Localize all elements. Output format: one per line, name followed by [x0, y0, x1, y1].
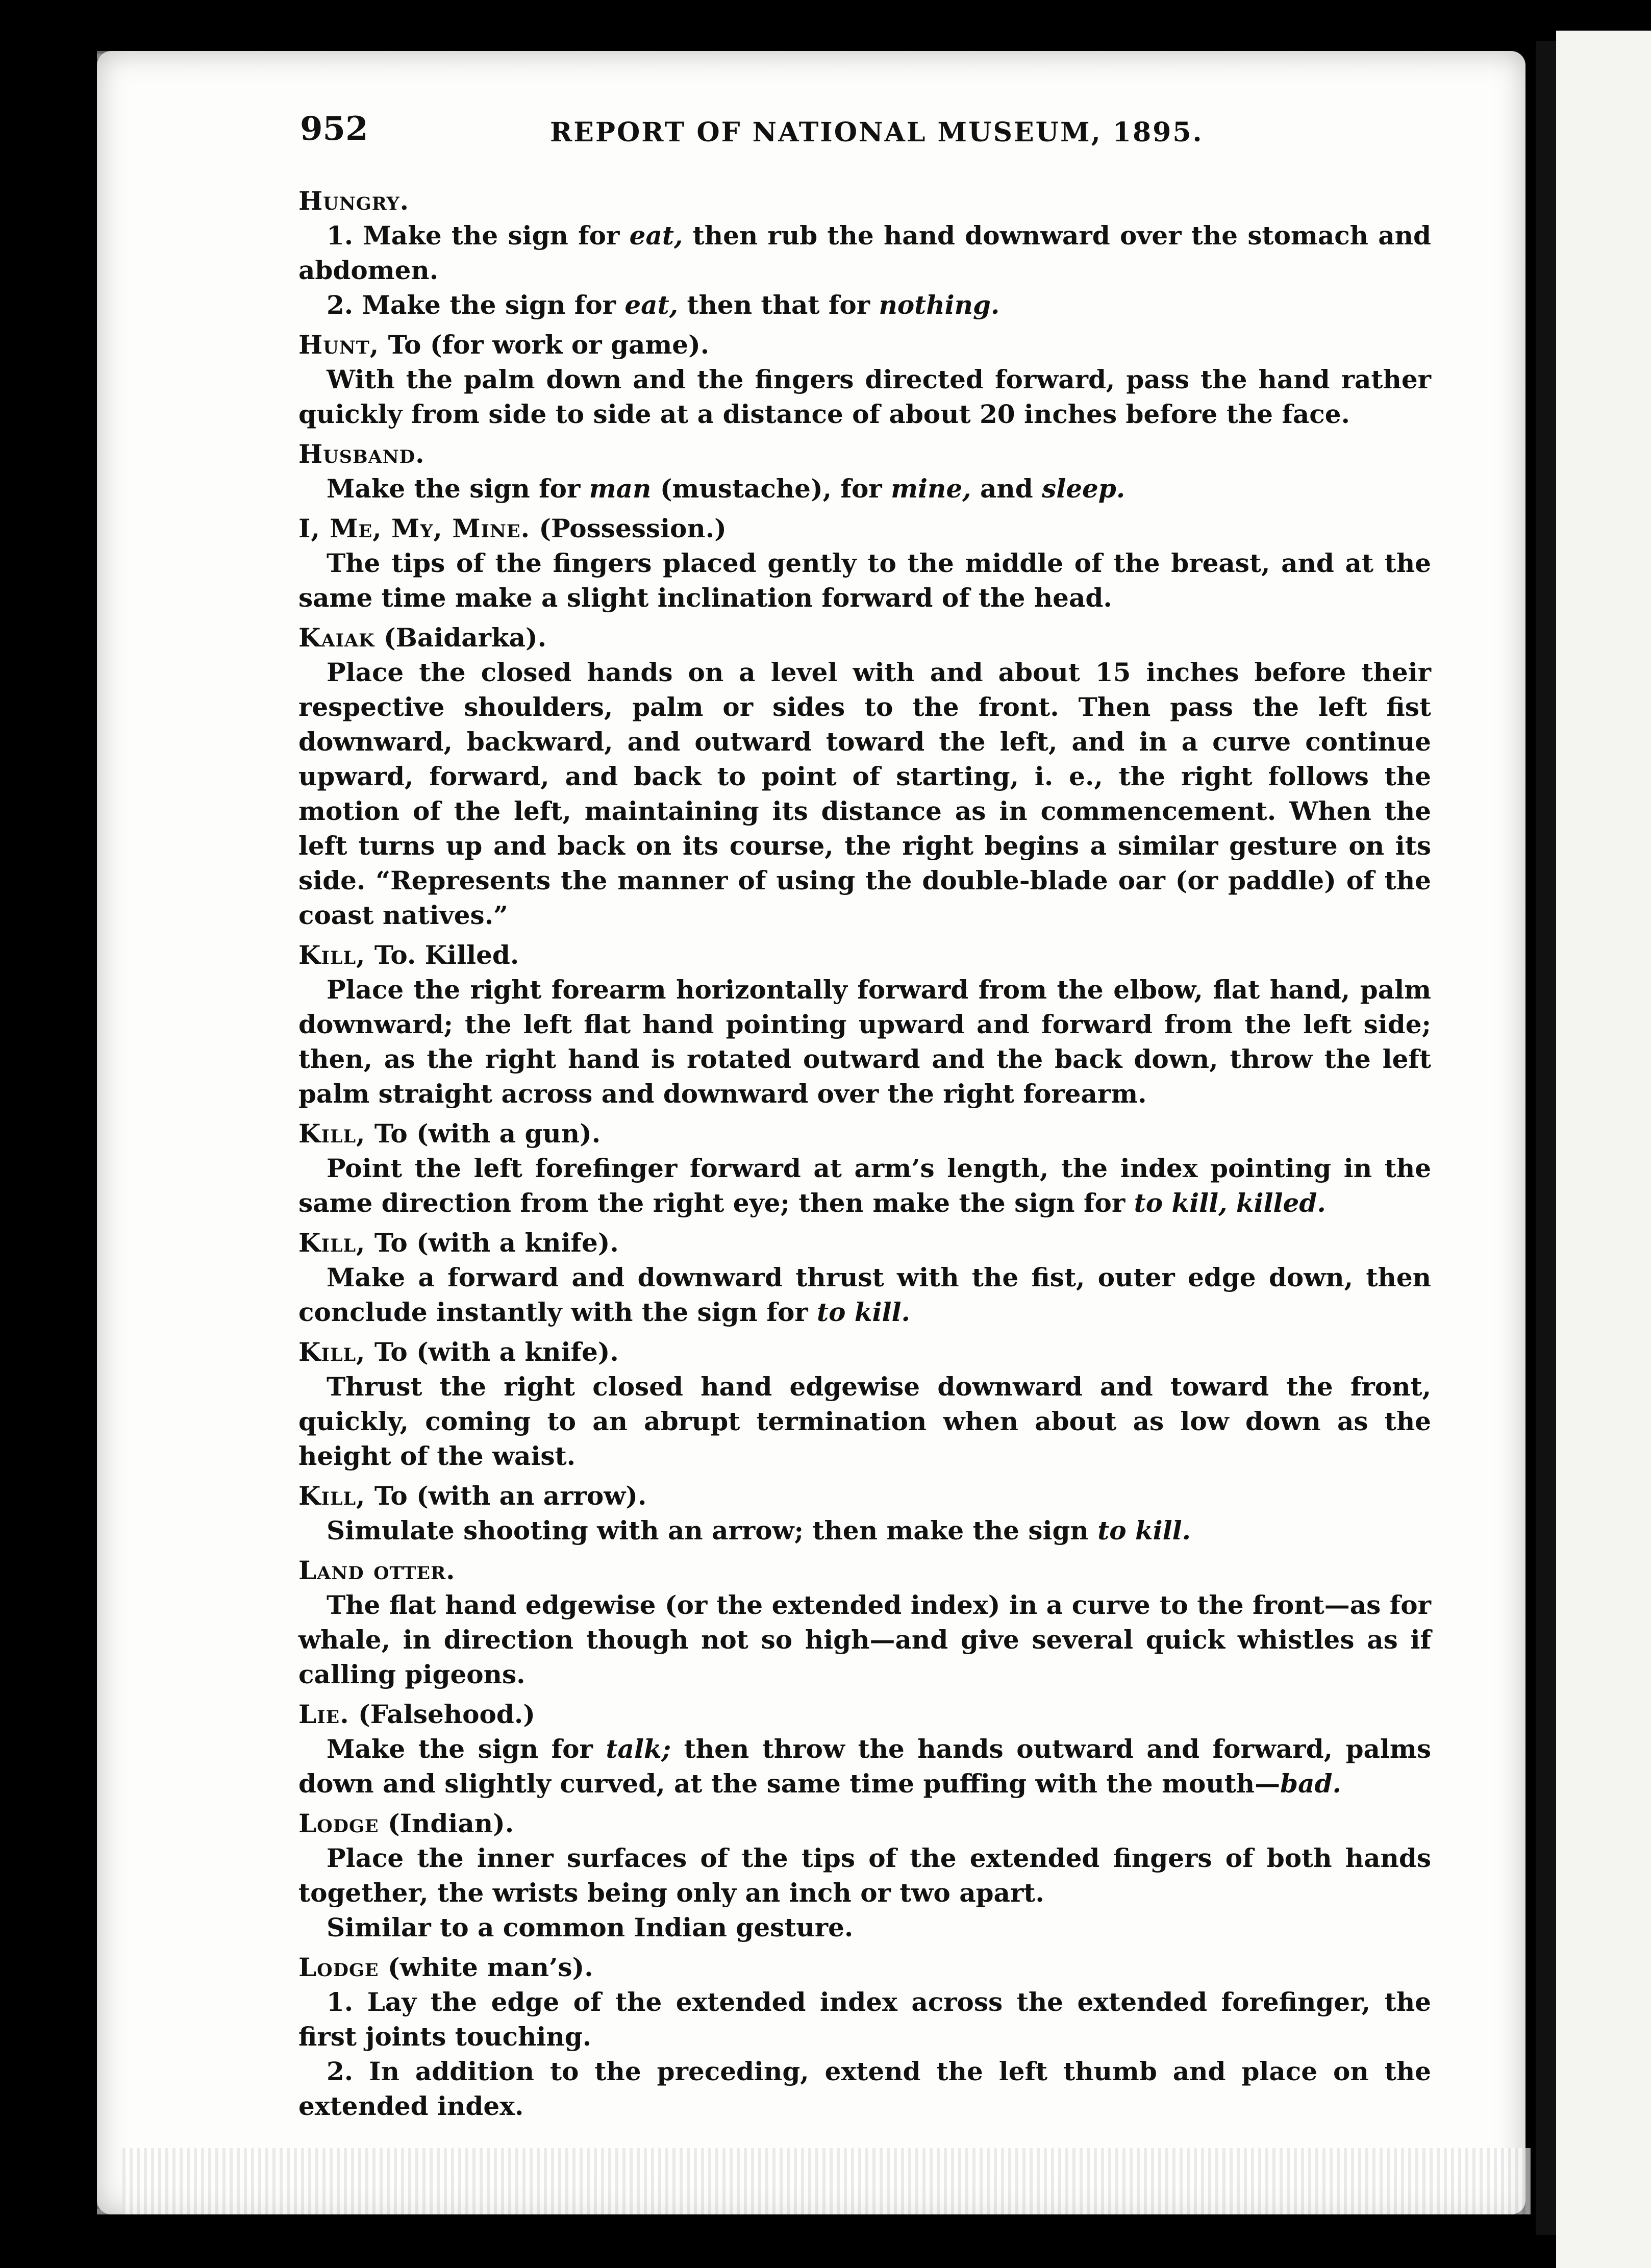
entry-headword: Lodge	[298, 1952, 379, 1982]
entry-headword: Kill,	[298, 1337, 366, 1367]
dictionary-body	[298, 184, 1431, 2129]
definition-emphasis: eat,	[624, 290, 679, 320]
definition-text: then rub the hand downward over the stomach and abdomen.	[298, 220, 1431, 285]
entry-definition	[298, 1841, 1431, 1910]
entry-headword: Kill,	[298, 1481, 366, 1511]
definition-text: Thrust the right closed hand edgewise downward and toward the front, quickly, coming to an abrupt termination when about as low down as the height of the waist.	[298, 1372, 1431, 1471]
entry-headword: Land otter.	[298, 1555, 456, 1585]
entry-definition	[298, 471, 1431, 506]
entry-definition	[298, 1260, 1431, 1330]
definition-text: Make the sign for	[327, 1734, 606, 1764]
entry-definition	[298, 288, 1431, 322]
page-number: 952	[300, 110, 368, 148]
entry-headword: Hungry.	[298, 186, 410, 216]
definition-text: Make a forward and downward thrust with the fist, outer edge down, then conclude instantly with the sign for	[298, 1262, 1431, 1327]
page-gutter-shadow	[1536, 41, 1556, 2235]
definition-text: The tips of the fingers placed gently to the middle of the breast, and at the same time make a slight inclination forward of the head.	[298, 548, 1431, 613]
entry-definition	[298, 1732, 1431, 1801]
dictionary-entry	[298, 620, 1431, 933]
entry-headword: Kaiak	[298, 622, 375, 653]
definition-emphasis: man	[589, 473, 652, 504]
definition-emphasis: to kill.	[1097, 1515, 1191, 1546]
entry-heading	[298, 437, 1431, 471]
entry-qualifier: (Falsehood.)	[349, 1699, 535, 1729]
dictionary-entry	[298, 511, 1431, 615]
entry-qualifier: (Indian).	[379, 1808, 514, 1838]
definition-emphasis: to kill, killed.	[1134, 1188, 1326, 1218]
entry-qualifier: (Possession.)	[530, 513, 727, 543]
entry-headword: Lie.	[298, 1699, 349, 1729]
definition-emphasis: nothing.	[879, 290, 1000, 320]
entry-headword: Hunt,	[298, 330, 380, 360]
definition-text: Place the closed hands on a level with and about 15 inches before their respective shoulders, palm or sides to the front. Then pass the left fist downward, backward, and outward toward the left, and in a curve continue upward, forward, and back to point of starting, i. e., the right follows the motion of the left, maintaining its distance as in commencement. When the left turns up and back on its course, the right begins a similar gesture on its side. “Represents the manner of using the double-blade oar (or paddle) of the coast natives.”	[298, 657, 1431, 930]
dictionary-entry	[298, 1553, 1431, 1692]
facing-page-edge	[1556, 31, 1651, 2268]
definition-text: 1. Lay the edge of the extended index across the extended forefinger, the first joints touching.	[298, 1987, 1431, 2052]
definition-emphasis: eat,	[629, 220, 683, 251]
definition-text: then that for	[678, 290, 879, 320]
entry-heading	[298, 1697, 1431, 1732]
dictionary-entry	[298, 1950, 1431, 2124]
entry-definition	[298, 362, 1431, 432]
definition-text: Make the sign for	[327, 473, 589, 504]
dictionary-entry	[298, 184, 1431, 322]
dictionary-entry	[298, 1479, 1431, 1548]
entry-headword: Kill,	[298, 1118, 366, 1149]
dictionary-entry	[298, 437, 1431, 506]
definition-text: The flat hand edgewise (or the extended index) in a curve to the front—as for whale, in direction though not so high—and give several quick whistles as if calling pigeons.	[298, 1590, 1431, 1689]
dictionary-entry	[298, 1116, 1431, 1220]
entry-definition	[298, 655, 1431, 933]
entry-headword: Kill,	[298, 940, 366, 970]
entry-heading	[298, 1226, 1431, 1260]
entry-heading	[298, 1116, 1431, 1151]
entry-definition	[298, 218, 1431, 288]
definition-text: and	[971, 473, 1042, 504]
definition-emphasis: mine,	[891, 473, 971, 504]
entry-qualifier: To (with a gun).	[365, 1118, 601, 1149]
dictionary-entry	[298, 938, 1431, 1111]
page-bottom-edge	[122, 2148, 1531, 2214]
entry-definition	[298, 546, 1431, 615]
entry-qualifier: To (with a knife).	[365, 1228, 619, 1258]
definition-emphasis: talk;	[606, 1734, 671, 1764]
dictionary-entry	[298, 1226, 1431, 1330]
entry-heading	[298, 1806, 1431, 1841]
entry-heading	[298, 511, 1431, 546]
entry-qualifier: (white man’s).	[379, 1952, 593, 1982]
entry-heading	[298, 328, 1431, 362]
entry-heading	[298, 938, 1431, 973]
entry-qualifier: To (with a knife).	[365, 1337, 619, 1367]
entry-definition	[298, 1369, 1431, 1474]
entry-heading	[298, 1553, 1431, 1588]
entry-definition	[298, 1910, 1431, 1945]
running-head: REPORT OF NATIONAL MUSEUM, 1895.	[550, 117, 1204, 148]
definition-text: Simulate shooting with an arrow; then make the sign	[327, 1515, 1098, 1546]
entry-heading	[298, 1950, 1431, 1985]
entry-definition	[298, 2054, 1431, 2124]
definition-text: 2. In addition to the preceding, extend the left thumb and place on the extended index.	[298, 2056, 1431, 2121]
entry-qualifier: (Baidarka).	[374, 622, 547, 653]
entry-heading	[298, 1335, 1431, 1369]
definition-text: then throw the hands outward and forward, palms down and slightly curved, at the same time puffing with the mouth—	[298, 1734, 1431, 1799]
entry-qualifier: To (for work or game).	[379, 330, 710, 360]
definition-emphasis: bad.	[1280, 1768, 1341, 1799]
entry-headword: Husband.	[298, 439, 425, 469]
dictionary-entry	[298, 1335, 1431, 1474]
definition-text: 1. Make the sign for	[327, 220, 630, 251]
definition-text: Place the right forearm horizontally forward from the elbow, flat hand, palm downward; the left flat hand pointing upward and forward from the left side; then, as the right hand is rotated outward and the back down, throw the left palm straight across and downward over the right forearm.	[298, 975, 1431, 1109]
entry-definition	[298, 1588, 1431, 1692]
entry-qualifier: To. Killed.	[365, 940, 519, 970]
definition-text: 2. Make the sign for	[327, 290, 625, 320]
entry-headword: Kill,	[298, 1228, 366, 1258]
entry-heading	[298, 1479, 1431, 1513]
definition-text: (mustache), for	[651, 473, 891, 504]
entry-heading	[298, 620, 1431, 655]
entry-qualifier: To (with an arrow).	[365, 1481, 647, 1511]
entry-definition	[298, 1985, 1431, 2054]
definition-emphasis: to kill.	[817, 1297, 910, 1327]
entry-headword: Lodge	[298, 1808, 379, 1838]
definition-text: With the palm down and the fingers directed forward, pass the hand rather quickly from side to side at a distance of about 20 inches before the face.	[298, 364, 1431, 429]
definition-text: Point the left forefinger forward at arm’s length, the index pointing in the same direction from the right eye; then make the sign for	[298, 1153, 1431, 1218]
definition-text: Similar to a common Indian gesture.	[327, 1912, 854, 1942]
entry-definition	[298, 1513, 1431, 1548]
page-header	[300, 110, 1300, 156]
entry-heading	[298, 184, 1431, 218]
entry-definition	[298, 1151, 1431, 1220]
definition-emphasis: sleep.	[1042, 473, 1125, 504]
entry-headword: I, Me, My, Mine.	[298, 513, 530, 543]
entry-definition	[298, 973, 1431, 1111]
dictionary-entry	[298, 1806, 1431, 1945]
dictionary-entry	[298, 1697, 1431, 1801]
dictionary-entry	[298, 328, 1431, 432]
definition-text: Place the inner surfaces of the tips of the extended fingers of both hands together, the wrists being only an inch or two apart.	[298, 1843, 1431, 1908]
